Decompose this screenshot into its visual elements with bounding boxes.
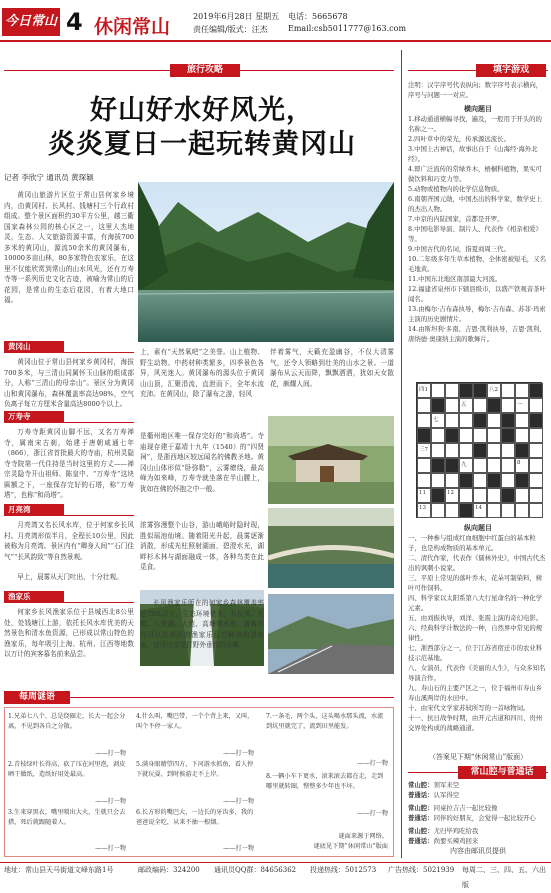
crossword-cell — [473, 473, 487, 488]
down-clue-5: 五、由刘振执导，刘洋、张震主演的奇幻电影。 — [408, 614, 543, 622]
crossword-cell — [473, 428, 487, 443]
crossword-cell: 13 — [417, 503, 431, 518]
dialect-row-2: 普通话：认军得空 — [408, 791, 460, 799]
across-clue-5: 5.动物或植物内的化学信息物质。 — [408, 185, 504, 193]
crossword-cell — [445, 428, 459, 443]
across-clue-6: 6.南朝齐国元勋，中国杰出的科学家，数学史上的杰出人物。 — [408, 195, 542, 213]
riddle-3-answer: ——打一物 — [95, 845, 126, 852]
footer-days: 每周二、三、四、五、六出版 — [462, 866, 546, 889]
crossword-cell — [529, 428, 543, 443]
dialect-row-3: 常山腔：同桌拉吉吉一起比较像 — [408, 804, 498, 812]
crossword-cell — [515, 503, 529, 518]
crossword-cell — [487, 503, 501, 518]
subhead-rule-1 — [4, 352, 134, 353]
crossword-cell: 8 — [515, 458, 529, 473]
contact-email: Email:csb5011777@163.com — [288, 24, 407, 33]
subhead-yueliangwan: 月亮湾 — [4, 504, 64, 515]
crossword-cell: 11 — [417, 488, 431, 503]
crossword-cell — [417, 413, 431, 428]
section-tag-riddles: 每周谜语 — [4, 691, 70, 704]
dialect-credit: 内容由邮讯员提供 — [450, 847, 506, 855]
dialect-row-5: 常山腔：尤归毕鸡吃给我 — [408, 827, 479, 835]
crossword-cell — [431, 398, 445, 413]
crossword-cell — [529, 488, 543, 503]
crossword-cell: 七 — [431, 413, 445, 428]
down-clue-3: 三、平原上常见的落叶乔木，花朵可制染料，树叶可作饲料。 — [408, 574, 543, 592]
dialect-row-6: 普通话：尚要买辣鸡回来 — [408, 837, 479, 845]
crossword-cell — [501, 473, 515, 488]
footer-postcode: 邮政编码：324200 — [138, 866, 200, 874]
page-footer — [0, 862, 551, 889]
across-clue-3: 3.中国上古神话，故事出自于《山海经·海外北经》。 — [408, 145, 538, 163]
riddle-7: 7.一条毛，两个头，这头喝水那头流，水流到坑里就完了，流到田里能发。 — [266, 713, 384, 730]
across-clue-14: 14.由斯坦利·多南、吉恩·凯利执导，吉恩·凯利、唐纳德·奥康纳主演的歌舞片。 — [408, 325, 546, 343]
crossword-cell — [501, 398, 515, 413]
riddle-source: 谜面来源于网络。 — [338, 833, 388, 840]
crossword-cell — [473, 458, 487, 473]
riddle-8-answer: ——打一物 — [357, 810, 388, 817]
across-clue-7: 7.中京的内陆国家，首都是开罗。 — [408, 215, 504, 223]
footer-ad-line: 广告热线：5021939 — [388, 866, 455, 874]
crossword-cell: 14 — [473, 503, 487, 518]
footer-address: 地址：常山县天马街道文峰东路1号 — [4, 866, 114, 874]
crossword-cell — [529, 383, 543, 398]
crossword-cell — [501, 413, 515, 428]
subhead-rule-3 — [4, 515, 134, 516]
crossword-cell — [501, 503, 515, 518]
crossword-cell — [431, 383, 445, 398]
riddle-answer-note: 谜底见下期“休闲常山”版面 — [313, 843, 388, 850]
crossword-cell — [473, 488, 487, 503]
puzzle-answer-note: （答案见下期“休闲常山”版面） — [428, 753, 528, 761]
col1-para-3: 月亮湾又名长风水库，位于何家乡长风村。月亮湾形似半月，全程长10公里，因此被称为月亮湾。景区内有“卿身人间”“石门佳气”“长风韵致”等自然景观。 — [4, 521, 134, 561]
crossword-cell — [501, 428, 515, 443]
across-clue-12: 12.福建省泉州市下辖县级市，以盛产铁观音茶叶闻名。 — [408, 285, 546, 303]
across-clue-8: 8.中国电影导演、制片人、代表作《相亲相爱》等。 — [408, 225, 542, 243]
footer-qq: 通讯员QQ群：84656362 — [214, 866, 297, 874]
issue-date: 2019年6月28日 星期五 — [193, 12, 280, 21]
crossword-cell — [431, 473, 445, 488]
crossword-cell: 五 — [459, 398, 473, 413]
crossword-cell — [501, 458, 515, 473]
crossword-cell — [515, 383, 529, 398]
crossword-cell — [417, 458, 431, 473]
section-tag-dialect: 常山腔与普通话 — [458, 766, 546, 779]
across-title: 横向题目 — [464, 104, 492, 113]
crossword-cell: 三7 — [417, 443, 431, 458]
riddle-5-answer: ——打一物 — [223, 798, 254, 805]
puzzle-note: 注明：汉字序号代表纵向；数字序号表示横向，序号与问题一一对应。 — [408, 81, 543, 99]
subhead-huanggangshan: 黄冈山 — [4, 341, 64, 352]
column-title: 休闲常山 — [94, 16, 171, 38]
dialect-row-4: 普通话：同伴的好朋友，会觉得一起比较开心 — [408, 814, 536, 822]
crossword-cell — [459, 413, 473, 428]
subhead-rule-4 — [4, 602, 134, 603]
down-clue-11: 十一、抗日战争时期，由开元古道和四川、贵州交界处构成的战略通道。 — [408, 714, 543, 732]
photo-road — [268, 594, 394, 674]
riddle-6-answer: ——打一物 — [223, 845, 254, 852]
riddle-1-answer: ——打一物 — [95, 750, 126, 757]
subhead-rule-2 — [4, 422, 134, 423]
crossword-cell — [445, 503, 459, 518]
page-number: 4 — [66, 8, 83, 36]
editor-line: 责任编辑/版式：汪杰 — [193, 25, 268, 34]
crossword-cell — [487, 398, 501, 413]
across-clue-9: 9.中国古代的名词，指夏商周三代。 — [408, 245, 510, 253]
down-clues — [408, 533, 548, 733]
riddle-2-answer: ——打一物 — [95, 798, 126, 805]
crossword-cell — [473, 383, 487, 398]
across-clue-1: 1.移动通道横幅寻找、遍及，一般用于开头的的名称之一。 — [408, 115, 542, 133]
contact-tel: 电话：5665678 — [288, 12, 348, 21]
across-clue-13: 13.由梅尔·吉布森执导，梅尔·吉布森、苏菲·玛索主演的历史剧情片。 — [408, 305, 546, 323]
col1-para-1: 黄冈山位于常山县何家乡黄冈村，海拔700多米，与三清山同属怀玉山脉的组成部分，人称“三清山的母亲山”。景区分为黄冈山和黄冈瀑布，森林覆盖率高达98%，空气负离子每立方厘米含量高达8000个以上。 — [4, 358, 134, 408]
crossword-cell — [529, 413, 543, 428]
crossword-cell — [473, 443, 487, 458]
crossword-cell — [445, 383, 459, 398]
crossword-cell — [487, 428, 501, 443]
dialect-row-1: 常山腔：领军来空 — [408, 781, 460, 789]
across-clue-4: 4.即广泛流传的常绿乔木，梧桐科植物，果实可做饮料和巧克力等。 — [408, 165, 542, 183]
col2-para-3: 浓雾弥漫整个山谷，游山峨峪时隐时现，胜似瑶池仙境。随着阳光升起，晨雾逐渐消散，形成光柱照射湖面，碧澄水光，湖畔杉木林与湖面融成一体，各种鸟类在此觅食。 — [140, 521, 264, 571]
crossword-cell — [431, 503, 445, 518]
crossword-cell — [417, 428, 431, 443]
newspaper-logo: 今日常山 — [2, 8, 60, 36]
crossword-cell — [501, 443, 515, 458]
header-rule — [0, 40, 551, 42]
crossword-cell — [459, 443, 473, 458]
crossword-cell — [459, 383, 473, 398]
crossword-cell — [529, 398, 543, 413]
across-clue-2: 2.四叶草中的荣光，传承源远流长。 — [408, 135, 510, 143]
crossword-cell — [473, 413, 487, 428]
crossword-cell — [459, 473, 473, 488]
crossword-cell: 12 — [445, 488, 459, 503]
riddle-4: 4.什么叫，嘴巴带，一个个背上来，又叫，叫个不停一家人。 — [136, 713, 254, 730]
col1-para-3b: 早上，晨雾从天门吐出，十分壮观。 — [17, 573, 123, 581]
col1-para-4: 何家乡长风渔家乐位于县城西北8公里处，处钱塘江上游，依托长风水库优美的天然景色和清水鱼资源，已形成以常山特色的渔家乐，每年吸引上海、杭州、江西等地数以万计的宾客慕名前来品尝。 — [4, 608, 134, 658]
col1-para-2: 万寿寺距黄冈山脚不远，又名万寿禅寺，属南宋古刹，始建于唐朝咸通七年（866），浙江省首批最大的寺庙，杭州灵隐寺寺院第一代住持是当时这里的方丈——禅宗灵隐寺开山祖师、陈皇中、“万寿寺”这块匾额之下，一座保存完好的石塔，称“万寿塔”，也称“和尚塔”。 — [4, 428, 134, 499]
crossword-cell — [431, 488, 445, 503]
riddle-8: 8.一辆小车下更水，滚来滚去都在走，走到哪里就转圈，整整多少年也不坏。 — [266, 773, 384, 790]
headline-line-2: 炎炎夏日一起玩转黄冈山 — [48, 129, 356, 160]
down-clue-7: 七、浙西部分之一，位于江苏省宿迁市的农业科技示范基地。 — [408, 644, 543, 662]
crossword-cell — [431, 443, 445, 458]
crossword-cell — [515, 443, 529, 458]
crossword-cell — [501, 383, 515, 398]
crossword-cell — [445, 473, 459, 488]
subhead-yujiale: 渔家乐 — [4, 591, 64, 602]
down-clue-6: 六、经典科学计数法的一种，自然界中常见的规律性。 — [408, 624, 543, 642]
crossword-cell — [473, 398, 487, 413]
crossword-cell — [445, 398, 459, 413]
crossword-cell — [487, 413, 501, 428]
main-photo-lake — [138, 182, 394, 342]
section-tag-travel: 旅行攻略 — [170, 64, 240, 77]
crossword-grid — [416, 382, 542, 518]
crossword-cell — [445, 443, 459, 458]
riddle-6: 6.长方形的嘴巴大，一边长的牙齿多，我的爸爸说全吃，从来不抽一根烟。 — [136, 809, 254, 826]
dialect-list — [408, 780, 548, 846]
riddle-5: 5.满身眼睛望四方，下河游水抓鱼，看人停下就玩耍，到时候游走不上岸。 — [136, 761, 254, 778]
intro-paragraph: 黄冈山旅游片区位于常山县何家乡境内，由黄冈村、长风村、钱塘村三个行政村组成。整个景区面积约30平方公里，越三衢国家森林公园的核心区之一，这里人杰地灵，生态、人文旅游资源丰富，有海拔700多米的黄冈山，源流50余米的黄冈瀑布，10000多亩山林，80多家特色农家乐，在这里不仅能欣赏到常山的山水风光，还有万寿寺等一系列历史文化古迹，被喻为常山的后花园，是常山的生态后花园，有着大地口福。 — [4, 191, 134, 304]
crossword-cell — [501, 488, 515, 503]
down-clue-10: 十、由宋代文学家苏轼所写的一首咏物词。 — [408, 704, 530, 712]
col2-para-2: 是衢州地区唯一保存完好的“和尚塔”。寺庙现存建于嘉靖十九年（1540）的“四贤祠”，是浙西地区较远闻名的佛教圣地。黄冈山山体形似“卧弥勒”，云雾缭绕，最高峰为如来峰，万寿寺就坐落在半山腰上，犹如在佛的怀抱之中一般。 — [140, 432, 264, 493]
down-clue-8: 八、女演员，代表作《美丽的人生》，与众多知名导演合作。 — [408, 664, 546, 682]
riddle-1: 1.兄弟七八个，总是绕圈走，长大一起会分离，不见到各自之分散。 — [8, 713, 126, 730]
riddle-7-answer: ——打一物 — [357, 760, 388, 767]
crossword-cell — [515, 413, 529, 428]
down-title: 纵向题目 — [464, 523, 492, 532]
down-clue-9: 九、寿山石的主要产区之一，位于福州市寿山乡寿山溪两岸的水田中。 — [408, 684, 543, 702]
col2-para-1: 上，素有“天然氧吧”之美誉。山上植物、野生动物、中药材种类繁多，四季景色各异，风光迷人。黄冈瀑布的源头位于黄冈山山顶，汇聚涓流，直泄而下，全年水流充沛。在黄冈山，除了瀑布之游，轻风 — [140, 348, 264, 398]
subhead-wanshousi: 万寿寺 — [4, 411, 64, 422]
crossword-cell — [417, 473, 431, 488]
crossword-cell — [417, 398, 431, 413]
crossword-cell — [445, 413, 459, 428]
section-tag-puzzle: 填字游戏 — [476, 64, 546, 77]
crossword-cell — [515, 428, 529, 443]
down-clue-2: 二、清代作家，代表作《儒林外史》，中国古代杰出的讽刺小说家。 — [408, 554, 546, 572]
crossword-cell — [459, 428, 473, 443]
crossword-cell — [445, 458, 459, 473]
riddle-4-answer: ——打一物 — [223, 750, 254, 757]
crossword-cell — [487, 473, 501, 488]
crossword-cell — [459, 503, 473, 518]
crossword-cell: 一 — [515, 398, 529, 413]
riddle-2: 2.青枝绿叶长得高，砍了压在河里泡，剥皮晒干做纸，造纸好用处最高。 — [8, 761, 126, 778]
headline-line-1: 好山好水好风光， — [90, 95, 314, 126]
crossword-cell — [431, 428, 445, 443]
crossword-cell: 八2 — [487, 383, 501, 398]
crossword-cell — [515, 488, 529, 503]
across-clues — [408, 114, 548, 344]
crossword-cell — [487, 488, 501, 503]
across-clue-10: 10.二年级多年生草本植物，全体密被短毛，又名毛地黄。 — [408, 255, 546, 273]
col3-para-1: 伴着雾气，天籁充盈幽谷，不仅大清雾气，还令人领略到壮美的山水之景。一道瀑布从云天而降，飘飘洒洒，犹如天女散花，颇耀人间。 — [270, 348, 394, 388]
crossword-cell — [515, 473, 529, 488]
crossword-cell — [487, 458, 501, 473]
riddle-3: 3.生来穿黑衣，嘴里喷出大火，生就只会去猎，死后就跟随着人。 — [8, 809, 126, 826]
down-clue-1: 一、一种参与组成红血细胞中红蛋白的基本粒子，也是构成物质的基本单元。 — [408, 534, 536, 552]
crossword-cell — [529, 503, 543, 518]
col2-para-4: 长风渔家乐所在的何家乡森林覆盖率达75%以上，生态环境优美，有长风、九都、八里湖、大苑、高塘等水库，游客不仅可以在库区的渔家乐品尝鲜美的清水鱼，还可以享受打野外垂钓的乐趣。 — [140, 599, 264, 649]
crossword-cell — [529, 473, 543, 488]
photo-bridge — [268, 508, 394, 588]
photo-temple — [268, 416, 394, 504]
crossword-cell — [529, 443, 543, 458]
across-clue-11: 11.中国东北地区南部最大河流。 — [408, 275, 502, 283]
byline: 记者 李欣宁 通讯员 黄琛颖 — [4, 173, 94, 182]
down-clue-4: 四、科学家以太阳系第八大行星命名的一种化学元素。 — [408, 594, 543, 612]
crossword-cell — [529, 458, 543, 473]
footer-hotline: 投递热线：5012573 — [310, 866, 377, 874]
column-divider — [401, 50, 402, 858]
page-header — [0, 0, 551, 44]
crossword-cell — [459, 488, 473, 503]
crossword-cell: 九 — [459, 458, 473, 473]
crossword-cell — [487, 443, 501, 458]
crossword-cell: 四1 — [417, 383, 431, 398]
crossword-cell — [431, 458, 445, 473]
